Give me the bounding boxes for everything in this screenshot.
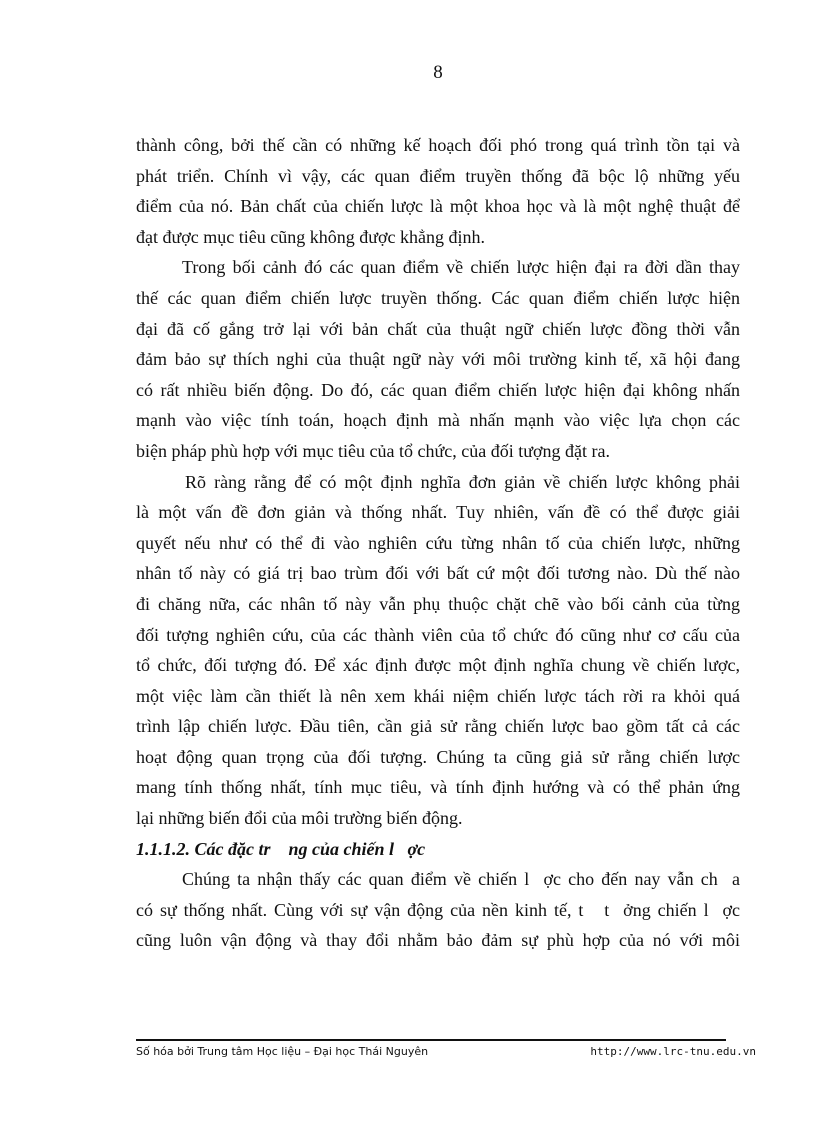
text-line: lại những biến đổi của môi trường biến động. — [136, 808, 463, 829]
text-line: Chúng ta nhận thấy các quan điểm về chiến l ợc cho đến nay vẫn ch a — [182, 869, 740, 890]
footer-source: Số hóa bởi Trung tâm Học liệu – Đại học Thái Nguyên — [136, 1045, 429, 1058]
text-line: đảm bảo sự thích nghi của thuật ngữ này với môi trường kinh tế, xã hội đang — [136, 349, 740, 370]
text-line: thành công, bởi thế cần có những kế hoạch đối phó trong quá trình tồn tại và — [136, 135, 740, 155]
text-line: có rất nhiều biến động. Do đó, các quan điểm chiến lược hiện đại không nhấn — [136, 379, 740, 400]
text-line: trình lập chiến lược. Đầu tiên, cần giả sử rằng chiến lược bao gồm tất cả các — [136, 716, 740, 737]
section-heading: 1.1.1.2. Các đặc tr ng của chiến l ợc — [136, 838, 426, 859]
text-line: là một vấn đề đơn giản và thống nhất. Tuy nhiên, vấn đề có thể được giải — [136, 502, 740, 523]
text-line: cũng luôn vận động và thay đổi nhằm bảo đảm sự phù hợp của nó với môi — [136, 930, 740, 951]
page-number: 8 — [433, 62, 443, 83]
text-line: mang tính thống nhất, tính mục tiêu, và tính định hướng và có thể phản ứng — [136, 777, 740, 798]
text-line: Trong bối cảnh đó các quan điểm về chiến lược hiện đại ra đời dần thay — [182, 257, 740, 278]
text-line: điểm của nó. Bản chất của chiến lược là một khoa học và là một nghệ thuật để — [136, 196, 740, 217]
text-line: đi chăng nữa, các nhân tố này vẫn phụ thuộc chặt chẽ vào bối cảnh của từng — [136, 593, 740, 614]
text-line: thế các quan điểm chiến lược truyền thống. Các quan điểm chiến lược hiện — [136, 287, 740, 308]
footer-url: http://www.lrc-tnu.edu.vn — [590, 1045, 756, 1058]
footer-divider — [136, 1039, 726, 1041]
text-line: hoạt động quan trọng của đối tượng. Chúng ta cũng giả sử rằng chiến lược — [136, 746, 740, 767]
text-line: đại đã cố gắng trở lại với bản chất của thuật ngữ chiến lược đồng thời vẫn — [136, 318, 740, 339]
text-line: có sự thống nhất. Cùng với sự vận động của nền kinh tế, t t ởng chiến l ợc — [136, 899, 740, 920]
body-text — [136, 130, 740, 956]
text-line: một việc làm cần thiết là nên xem khái niệm chiến lược tách rời ra khỏi quá — [136, 685, 740, 706]
text-line: quyết nếu như có thể đi vào nghiên cứu từng nhân tố của chiến lược, những — [136, 532, 740, 553]
text-line: Rõ ràng rằng để có một định nghĩa đơn giản về chiến lược không phải — [185, 471, 740, 492]
text-line: mạnh vào việc tính toán, hoạch định mà nhấn mạnh vào việc lựa chọn các — [136, 410, 740, 431]
text-line: đạt được mục tiêu cũng không được khẳng định. — [136, 226, 485, 247]
text-line: biện pháp phù hợp với mục tiêu của tổ chức, của đối tượng đặt ra. — [136, 440, 610, 461]
text-line: đối tượng nghiên cứu, của các thành viên của tổ chức đó cũng như cơ cấu của — [136, 624, 740, 645]
text-line: phát triển. Chính vì vậy, các quan điểm truyền thống đã bộc lộ những yếu — [136, 165, 740, 186]
text-line: nhân tố này có giá trị bao trùm đối với bất cứ một đối tương nào. Dù thế nào — [136, 563, 740, 584]
text-line: tổ chức, đối tượng đó. Để xác định được một định nghĩa chung về chiến lược, — [136, 655, 740, 676]
